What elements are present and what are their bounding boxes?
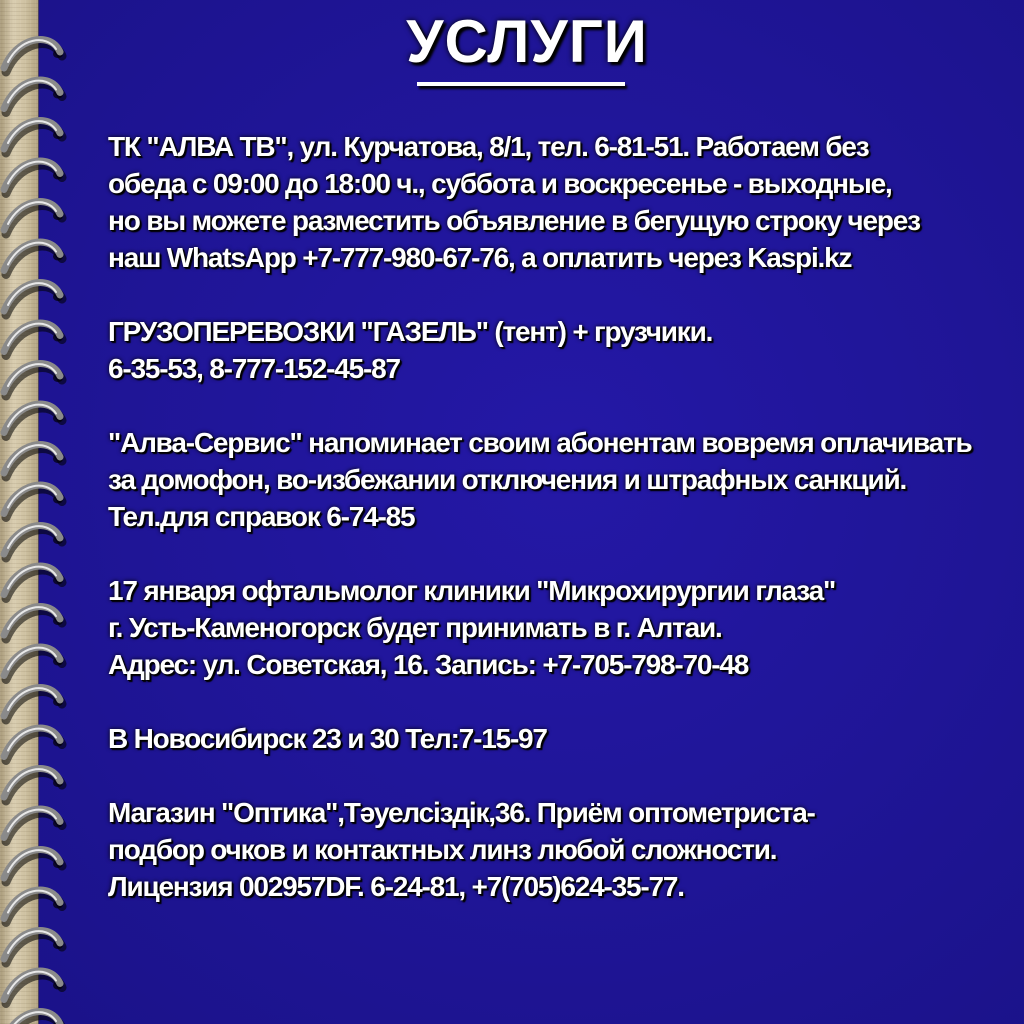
- spiral-ring-icon: [4, 809, 63, 842]
- spiral-ring-icon: [4, 647, 63, 680]
- spiral-ring-icon: [4, 687, 63, 720]
- spiral-ring-icon: [4, 444, 63, 477]
- notice-line: наш WhatsApp +7-777-980-67-76, а оплатить через Kaspi.kz: [108, 242, 852, 273]
- spiral-ring-icon: [4, 525, 63, 558]
- notice-line: г. Усть-Каменогорск будет принимать в г. Алтаи.: [108, 612, 722, 643]
- notices-list: [108, 128, 1008, 942]
- spiral-ring-icon: [4, 201, 63, 234]
- spiral-ring-icon: [4, 485, 63, 518]
- spiral-ring-icon: [4, 282, 63, 315]
- spiral-ring-icon: [4, 80, 63, 113]
- notice-line: ГРУЗОПЕРЕВОЗКИ "ГАЗЕЛЬ" (тент) + грузчики.: [108, 316, 713, 347]
- spiral-ring-icon: [4, 768, 63, 801]
- spiral-ring-icon: [4, 606, 63, 639]
- title-underline: [417, 82, 625, 86]
- spiral-ring-icon: [4, 404, 63, 437]
- spiral-ring-icon: [4, 930, 63, 963]
- spiral-ring-icon: [4, 849, 63, 882]
- notice-line: но вы можете разместить объявление в бегущую строку через: [108, 205, 920, 236]
- notice-line: Тел.для справок 6-74-85: [108, 501, 415, 532]
- notice-optics-shop: [108, 794, 1008, 905]
- spiral-ring-icon: [4, 566, 63, 599]
- notice-line: 6-35-53, 8-777-152-45-87: [108, 353, 400, 384]
- notice-ophthalmologist: [108, 572, 1008, 683]
- notice-line: за домофон, во-избежании отключения и штрафных санкций.: [108, 464, 907, 495]
- notice-cargo: [108, 313, 1008, 387]
- spiral-ring-icon: [4, 120, 63, 153]
- spiral-ring-icon: [4, 1011, 63, 1024]
- spiral-ring-icon: [4, 728, 63, 761]
- notice-line: 17 января офтальмолог клиники "Микрохирургии глаза": [108, 575, 836, 606]
- notice-line: Лицензия 002957DF. 6-24-81, +7(705)624-35-77.: [108, 871, 684, 902]
- notice-line: Магазин "Оптика",Тәуелсіздік,36. Приём оптометриста-: [108, 797, 815, 828]
- notice-line: обеда с 09:00 до 18:00 ч., суббота и воскресенье - выходные,: [108, 168, 892, 199]
- notice-line: "Алва-Сервис" напоминает своим абонентам вовремя оплачивать: [108, 427, 972, 458]
- spiral-ring-icon: [4, 161, 63, 194]
- notice-line: подбор очков и контактных линз любой сложности.: [108, 834, 777, 865]
- spiral-ring-icon: [4, 363, 63, 396]
- spiral-ring-icon: [4, 890, 63, 923]
- notice-line: Адрес: ул. Советская, 16. Запись: +7-705-798-70-48: [108, 649, 749, 680]
- spiral-ring-icon: [4, 971, 63, 1004]
- page-title: УСЛУГИ: [406, 8, 648, 75]
- notice-alva-tv: [108, 128, 1008, 276]
- notice-line: ТК "АЛВА ТВ", ул. Курчатова, 8/1, тел. 6-81-51. Работаем без: [108, 131, 869, 162]
- spiral-ring-icon: [4, 242, 63, 275]
- spiral-ring-icon: [4, 323, 63, 356]
- notice-novosibirsk: [108, 720, 1008, 757]
- spiral-binding-icon: [0, 0, 90, 1024]
- notice-line: В Новосибирск 23 и 30 Тел:7-15-97: [108, 723, 547, 754]
- notice-alva-service: [108, 424, 1008, 535]
